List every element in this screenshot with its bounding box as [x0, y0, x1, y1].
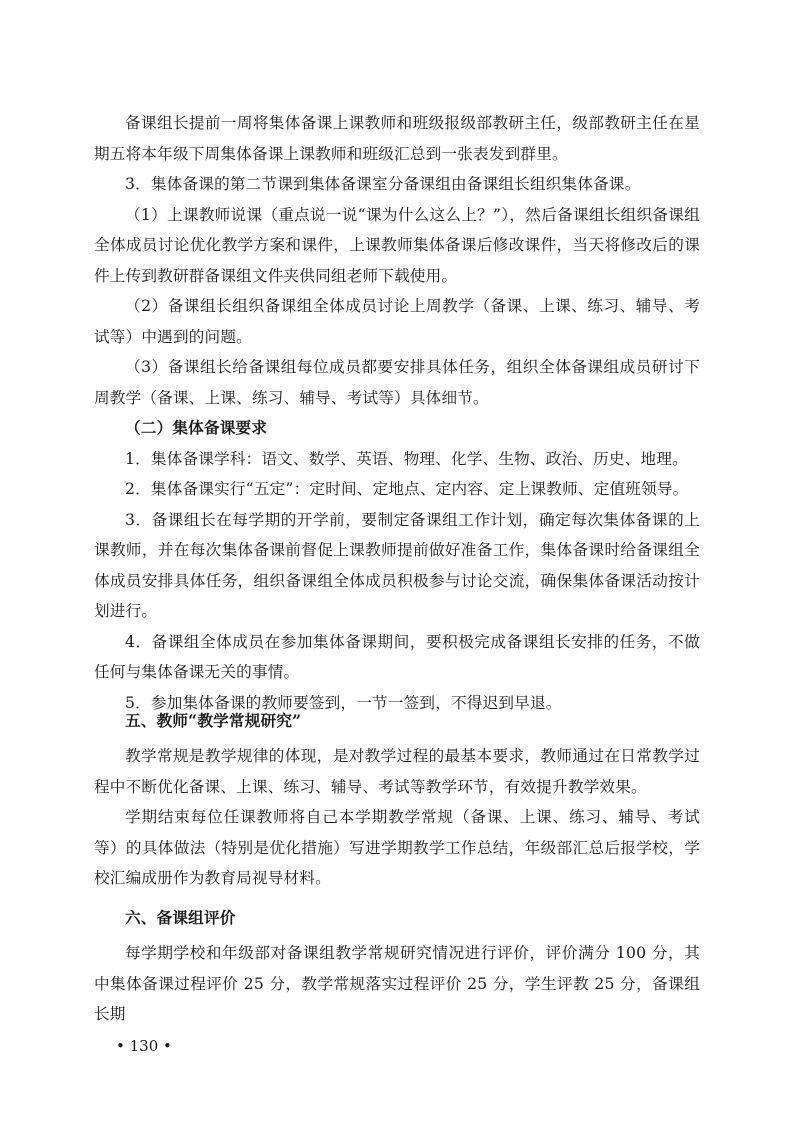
section-six-heading: 六、备课组评价: [125, 908, 236, 927]
section-five-body: [94, 741, 700, 894]
requirement-item: 1．集体备课学科：语文、数学、英语、物理、化学、生物、政治、历史、地理。: [125, 449, 688, 468]
paragraph: （1）上课教师说课（重点说一说“课为什么这么上？”），然后备课组长组织备课组全体成员讨论优化教学方案和课件，上课教师集体备课后修改课件，当天将修改后的课件上传到教研群备课组文件夹供同组老师下载使用。: [94, 205, 700, 285]
requirement-item: 2．集体备课实行“五定”：定时间、定地点、定内容、定上课教师、定值班领导。: [125, 480, 689, 498]
subheading-requirements: （二）集体备课要求: [125, 418, 268, 437]
section-six-body: [94, 938, 700, 1030]
page-number: • 130 •: [116, 1037, 172, 1055]
section-six: [94, 903, 700, 934]
paragraph: 3．集体备课的第二节课到集体备课室分备课组由备课组长组织集体备课。: [125, 175, 641, 193]
paragraph: （3）备课组长给备课组每位成员都要安排具体任务，组织全体备课组成员研讨下周教学（备课、上课、练习、辅导、考试等）具体细节。: [94, 358, 700, 407]
body-text-upper: [94, 108, 700, 718]
paragraph: 教学常规是教学规律的体现，是对教学过程的最基本要求，教师通过在日常教学过程中不断优化备课、上课、练习、辅导、考试等教学环节，有效提升教学效果。: [94, 747, 700, 796]
requirement-item: 4．备课组全体成员在参加集体备课期间，要积极完成备课组长安排的任务，不做任何与集体备课无关的事情。: [94, 632, 700, 681]
paragraph: 备课组长提前一周将集体备课上课教师和班级报级部教研主任，级部教研主任在星期五将本年级下周集体备课上课教师和班级汇总到一张表发到群里。: [94, 114, 700, 163]
section-five: [94, 706, 700, 737]
section-five-heading: 五、教师“教学常规研究”: [125, 711, 302, 730]
paragraph: （2）备课组长组织备课组全体成员讨论上周教学（备课、上课、练习、辅导、考试等）中遇到的问题。: [94, 297, 700, 346]
paragraph: 学期结束每位任课教师将自己本学期教学常规（备课、上课、练习、辅导、考试等）的具体做法（特别是优化措施）写进学期教学工作总结，年级部汇总后报学校，学校汇编成册作为教育局视导材料。: [94, 808, 700, 887]
requirement-item: 3．备课组长在每学期的开学前，要制定备课组工作计划，确定每次集体备课的上课教师，并在每次集体备课前督促上课教师提前做好准备工作，集体备课时给备课组全体成员安排具体任务，组织备课组全体成员积极参与讨论交流，确保集体备课活动按计划进行。: [94, 510, 700, 620]
paragraph: 每学期学校和年级部对备课组教学常规研究情况进行评价，评价满分 100 分，其中集体备课过程评价 25 分，教学常规落实过程评价 25 分，学生评教 25 分，备课组长期: [94, 944, 700, 1023]
requirement-item: 5．参加集体备课的教师要签到，一节一签到，不得迟到早退。: [125, 693, 562, 712]
